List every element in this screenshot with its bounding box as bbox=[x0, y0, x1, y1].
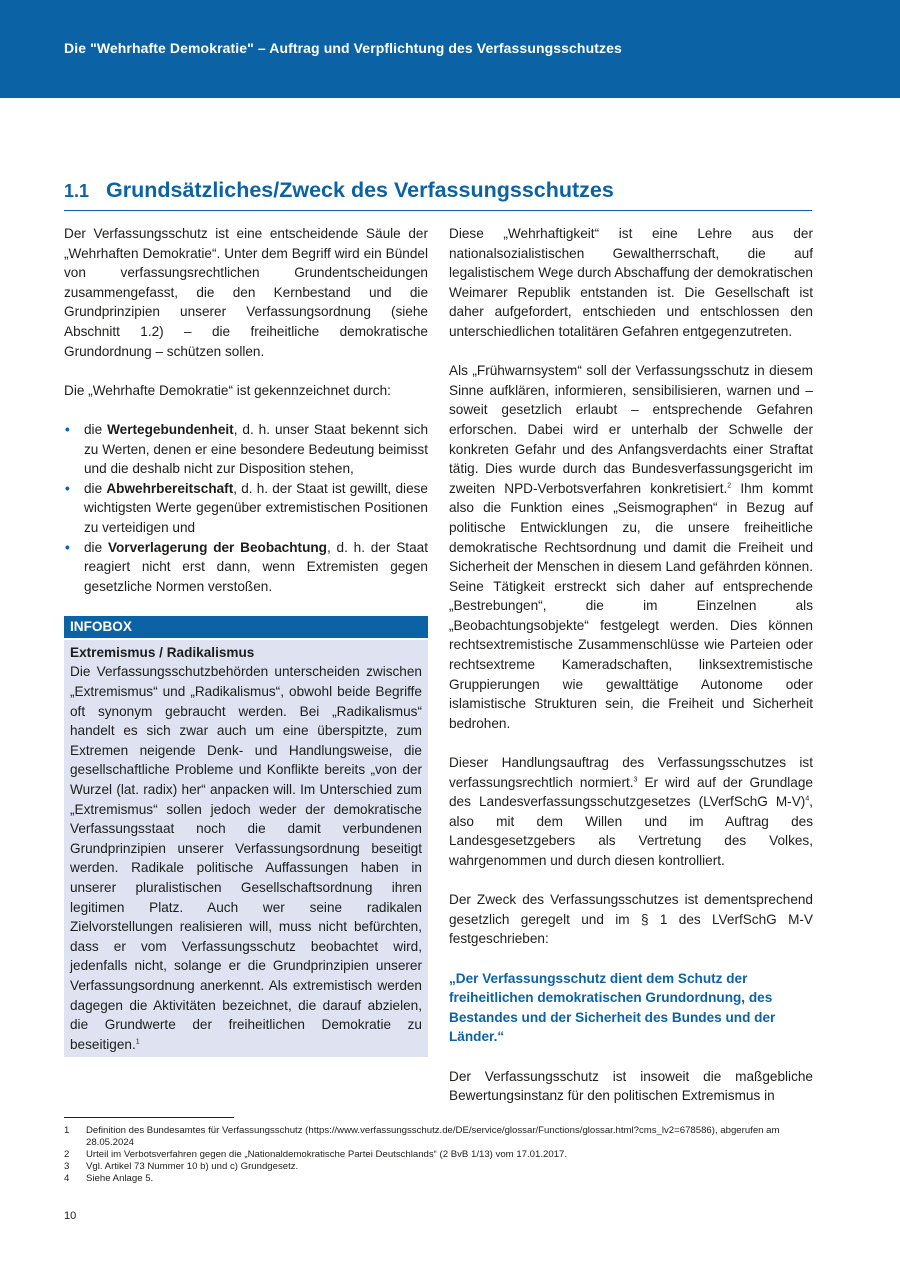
right-paragraph-2: Als „Frühwarnsystem“ soll der Verfassungsschutz in diesem Sinne aufklären, informieren, sensibilisieren, warnen und – soweit gesetzlich erlaubt – entsprechende Gefahren erforschen. Dabei wird er unterhalb der Schwelle der konkreten Gefahr und des Anfangsverdachts einer Straftat tätig. Dies wurde durch das Bundesverfassungsgericht im zweiten NPD-Verbotsverfahren konkretisiert.$^2$ Ihm kommt also die Funktion eines „Seismographen“ in Bezug auf politische Entwicklungen zu, die unsere freiheitliche demokratische Rechtsordnung und damit die Freiheit und Sicherheit der Menschen in diesem Land gefährden können. Seine Tätigkeit erstreckt sich daher auf entsprechende „Bestrebungen“, die im Einzelnen als „Beobachtungsobjekte“ festgelegt werden. Dies können rechtsextremistische Zusammenschlüsse wie Parteien oder rechtsextreme Kameradschaften, linksextremistische Gruppierungen wie gewalttätige Autonome oder islamistische Strukturen sein, die Freiheit und Sicherheit bedrohen. bbox=[449, 363, 813, 731]
right-column bbox=[449, 224, 813, 1125]
left-paragraph-2: Die „Wehrhafte Demokratie“ ist gekennzeichnet durch: bbox=[64, 382, 391, 398]
infobox-body bbox=[64, 640, 428, 1057]
page-number: 10 bbox=[64, 1210, 77, 1222]
law-quote: „Der Verfassungsschutz dient dem Schutz der freiheitlichen demokratischen Grundordnung, des Bestandes und der Sicherheit des Bundes und der Länder.“ bbox=[449, 970, 776, 1045]
footnote-marker: 1 bbox=[135, 1038, 140, 1046]
bullet-icon: • bbox=[65, 480, 70, 496]
infobox-heading: Extremismus / Radikalismus bbox=[70, 644, 255, 660]
right-paragraph-4: Der Zweck des Verfassungsschutzes ist dementsprechend gesetzlich geregelt und im § 1 des LVerfSchG M-V festgeschrieben: bbox=[449, 892, 813, 947]
right-paragraph-3: Dieser Handlungsauftrag des Verfassungsschutzes ist verfassungsrechtlich normiert.$^3$ Er wird auf der Grundlage des Landesverfassungsschutzgesetzes (LVerfSchG M-V)$^4$, also mit dem Willen und im Auftrag des Landesgesetzgebers als Vertretung des Volkes, wahrgenommen und durch diesen kontrolliert. bbox=[449, 755, 813, 868]
right-paragraph-1: Diese „Wehrhaftigkeit“ ist eine Lehre aus der nationalsozialistischen Gewaltherrschaft, die auf legalistischem Wege durch Abschaffung der demokratischen Weimarer Republik entstanden ist. Die Gesellschaft ist daher aufgefordert, entschieden und entschlossen den unterschiedlichen totalitären Gefahren entgegenzutreten. bbox=[449, 226, 813, 339]
infobox bbox=[64, 616, 428, 1057]
left-paragraph-1: Der Verfassungsschutz ist eine entscheidende Säule der „Wehrhaften Demokratie“. Unter dem Begriff wird ein Bündel von verfassungsrechtlichen Grundentscheidungen zusammengefasst, die den Kernbestand und die Grundprinzipien unserer Verfassungsordnung (siehe Abschnitt 1.2) – die freiheitliche demokratische Grundordnung – schützen sollen. bbox=[64, 226, 428, 359]
infobox-label: INFOBOX bbox=[64, 616, 428, 638]
footnotes bbox=[64, 1125, 812, 1185]
right-paragraph-5: Der Verfassungsschutz ist insoweit die maßgebliche Bewertungsinstanz für den politischen Extremismus in bbox=[449, 1068, 813, 1104]
footnote-divider bbox=[64, 1117, 234, 1118]
bullet-term: Abwehrbereitschaft bbox=[106, 480, 234, 496]
infobox-text: Die Verfassungsschutzbehörden unterscheiden zwischen „Extremismus“ und „Radikalismus“, obwohl beide Begriffe oft synonym gebraucht werden. Bei „Radikalismus“ handelt es sich zwar auch um eine überspitzte, zum Extremen neigende Denk- und Handlungsweise, die gesellschaftliche Probleme und Konflikte bereits „von der Wurzel (lat. radix) her“ anpacken will. Im Unterschied zum „Extremismus“ sollen jedoch weder der demokratische Verfassungsstaat noch die damit verbundenen Grundprinzipien unserer Verfassungsordnung beseitigt werden. Radikale politische Auffassungen haben in unserer pluralistischen Gesellschaftsordnung ihren legitimen Platz. Auch wer seine radikalen Zielvorstellungen realisieren will, muss nicht befürchten, dass er vom Verfassungsschutz beobachtet wird, jedenfalls nicht, solange er die Grundprinzipien unserer Verfassungsordnung anerkennt. Als extremistisch werden dagegen die Aktivitäten bezeichnet, die darauf abzielen, die Grundwerte der freiheitlichen Demokratie zu beseitigen.$^1$ bbox=[70, 664, 422, 1052]
footnote-marker: 4 bbox=[805, 795, 810, 803]
bullet-icon: • bbox=[65, 539, 70, 555]
list-item: • die Wertegebundenheit, d. h. unser Staat bekennt sich zu Werten, denen er eine besondere Bedeutung beimisst und die deshalb nicht zur Disposition stehen, bbox=[65, 421, 429, 477]
bullet-icon: • bbox=[65, 421, 70, 437]
footnote: 2 Urteil im Verbotsverfahren gegen die „Nationaldemokratische Partei Deutschlands“ (2 BvB 1/13) vom 17.01.2017. bbox=[64, 1149, 568, 1160]
bullet-term: Wertegebundenheit bbox=[107, 421, 234, 437]
list-item: • die Vorverlagerung der Beobachtung, d. h. der Staat reagiert nicht erst dann, wenn Extremisten gegen gesetzliche Normen verstoßen. bbox=[65, 539, 428, 594]
list-item: • die Abwehrbereitschaft, d. h. der Staat ist gewillt, diese wichtigsten Werte gegenüber extremistischen Positionen zu verteidigen und bbox=[65, 480, 428, 535]
footnote-marker: 2 bbox=[727, 482, 732, 490]
section-heading bbox=[64, 178, 812, 211]
bullet-term: Vorverlagerung der Beobachtung bbox=[107, 539, 327, 555]
section-title: Grundsätzliches/Zweck des Verfassungsschutzes bbox=[106, 178, 614, 202]
footnote: 3 Vgl. Artikel 73 Nummer 10 b) und c) Grundgesetz. bbox=[64, 1161, 299, 1172]
footnote-marker: 3 bbox=[633, 776, 638, 784]
footnote: 1 Definition des Bundesamtes für Verfassungsschutz (https://www.verfassungsschutz.de/DE/service/glossar/Functions/glossar.html?cms_lv2=678586), abgerufen am 28.05.2024 bbox=[64, 1125, 780, 1148]
header-band bbox=[0, 0, 900, 98]
feature-list bbox=[64, 420, 428, 596]
running-header-title: Die "Wehrhafte Demokratie" – Auftrag und Verpflichtung des Verfassungsschutzes bbox=[64, 40, 622, 56]
footnote: 4 Siehe Anlage 5. bbox=[64, 1173, 154, 1184]
left-column bbox=[64, 224, 428, 1057]
section-number: 1.1 bbox=[64, 181, 90, 201]
